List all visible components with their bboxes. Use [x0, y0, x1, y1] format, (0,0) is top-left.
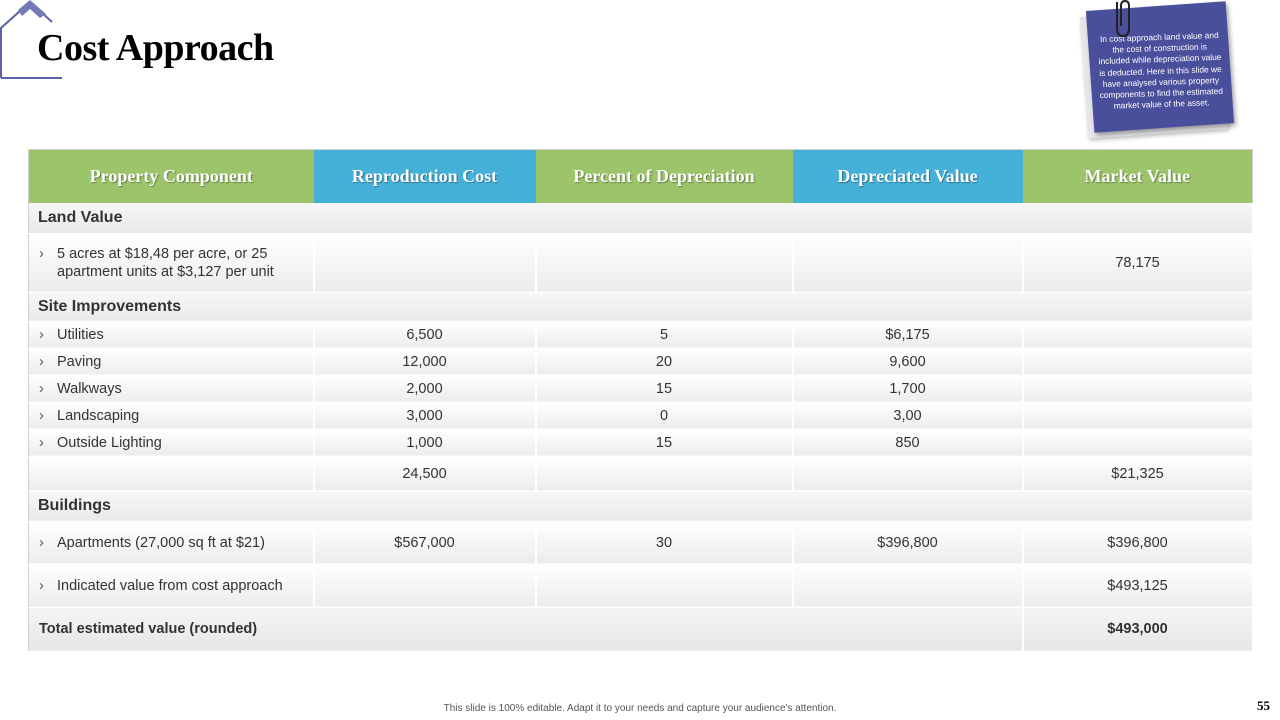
percent-depreciation-cell: 5	[536, 321, 793, 348]
chevron-right-icon: ›	[39, 380, 44, 397]
percent-depreciation-cell	[536, 456, 793, 491]
chevron-right-icon: ›	[39, 407, 44, 424]
table-row	[29, 348, 1253, 375]
component-label: Outside Lighting	[57, 434, 162, 451]
market-value-cell	[1023, 321, 1253, 348]
percent-depreciation-cell	[536, 564, 793, 607]
table-row	[29, 402, 1253, 429]
total-market-value: $493,000	[1023, 607, 1253, 651]
subtotal-row	[29, 456, 1253, 491]
component-cell	[29, 429, 314, 456]
component-cell	[29, 348, 314, 375]
component-cell	[29, 321, 314, 348]
market-value-cell	[1023, 348, 1253, 375]
header-percent-of-depreciation: Percent of Depreciation	[536, 150, 793, 204]
header-property-component: Property Component	[29, 150, 314, 204]
percent-depreciation-cell: 20	[536, 348, 793, 375]
chevron-right-icon: ›	[39, 434, 44, 451]
component-label: Apartments (27,000 sq ft at $21)	[57, 534, 265, 551]
component-cell	[29, 521, 314, 564]
header-depreciated-value: Depreciated Value	[793, 150, 1023, 204]
header-reproduction-cost: Reproduction Cost	[314, 150, 536, 204]
total-row	[29, 607, 1253, 651]
component-cell	[29, 402, 314, 429]
chevron-right-icon: ›	[39, 353, 44, 370]
table-row	[29, 233, 1253, 292]
component-cell	[29, 456, 314, 491]
component-label: Landscaping	[57, 407, 140, 424]
section-row-land-value	[29, 203, 1253, 233]
depreciated-value-cell: $396,800	[793, 521, 1023, 564]
market-value-cell	[1023, 375, 1253, 402]
paperclip-icon	[1105, 0, 1135, 40]
percent-depreciation-cell: 0	[536, 402, 793, 429]
percent-depreciation-cell: 15	[536, 375, 793, 402]
depreciated-value-cell	[793, 233, 1023, 292]
percent-depreciation-cell: 15	[536, 429, 793, 456]
section-row-site-improvements	[29, 292, 1253, 321]
chevron-right-icon: ›	[39, 534, 44, 551]
table-row	[29, 375, 1253, 402]
depreciated-value-cell: 850	[793, 429, 1023, 456]
component-cell	[29, 233, 314, 292]
section-label-buildings: Buildings	[29, 491, 1253, 521]
section-label-site-improvements: Site Improvements	[29, 292, 1253, 321]
reproduction-cost-subtotal: 24,500	[314, 456, 536, 491]
total-label: Total estimated value (rounded)	[29, 607, 1023, 651]
market-value-cell: $493,125	[1023, 564, 1253, 607]
reproduction-cost-cell: $567,000	[314, 521, 536, 564]
reproduction-cost-cell: 6,500	[314, 321, 536, 348]
page-number: 55	[1257, 698, 1270, 713]
table-row	[29, 564, 1253, 607]
table-row	[29, 429, 1253, 456]
depreciated-value-cell	[793, 564, 1023, 607]
reproduction-cost-cell	[314, 564, 536, 607]
section-label-land-value: Land Value	[29, 203, 1253, 233]
reproduction-cost-cell: 3,000	[314, 402, 536, 429]
component-cell	[29, 564, 314, 607]
component-cell	[29, 375, 314, 402]
footer-text: This slide is 100% editable. Adapt it to your needs and capture your audience's attention.	[443, 703, 837, 714]
section-row-buildings	[29, 491, 1253, 521]
table-row	[29, 521, 1253, 564]
market-value-subtotal: $21,325	[1023, 456, 1253, 491]
component-label: Paving	[57, 353, 102, 370]
sticky-note	[1078, 0, 1248, 145]
reproduction-cost-cell: 2,000	[314, 375, 536, 402]
chevron-right-icon: ›	[39, 245, 44, 262]
depreciated-value-cell: 9,600	[793, 348, 1023, 375]
header-market-value: Market Value	[1023, 150, 1253, 204]
component-label: Indicated value from cost approach	[57, 577, 283, 594]
reproduction-cost-cell: 1,000	[314, 429, 536, 456]
market-value-cell	[1023, 429, 1253, 456]
reproduction-cost-cell	[314, 233, 536, 292]
component-label: Walkways	[57, 380, 122, 397]
market-value-cell: $396,800	[1023, 521, 1253, 564]
market-value-cell: 78,175	[1023, 233, 1253, 292]
market-value-cell	[1023, 402, 1253, 429]
page-title: Cost Approach	[37, 27, 274, 69]
table-header-row	[29, 150, 1253, 204]
component-label: 5 acres at $18,48 per acre, or 25 apartment units at $3,127 per unit	[57, 245, 274, 280]
percent-depreciation-cell: 30	[536, 521, 793, 564]
component-label: Utilities	[57, 326, 104, 343]
note-text: In cost approach land value and the cost of construction is included while depreciation value is deducted. Here in this slide we have analysed various property components to find the estimated market value of the asset.	[1098, 29, 1224, 111]
depreciated-value-cell: 3,00	[793, 402, 1023, 429]
reproduction-cost-cell: 12,000	[314, 348, 536, 375]
depreciated-value-cell: $6,175	[793, 321, 1023, 348]
cost-approach-table	[28, 149, 1254, 652]
percent-depreciation-cell	[536, 233, 793, 292]
chevron-right-icon: ›	[39, 326, 44, 343]
chevron-right-icon: ›	[39, 577, 44, 594]
depreciated-value-cell	[793, 456, 1023, 491]
table-row	[29, 321, 1253, 348]
depreciated-value-cell: 1,700	[793, 375, 1023, 402]
